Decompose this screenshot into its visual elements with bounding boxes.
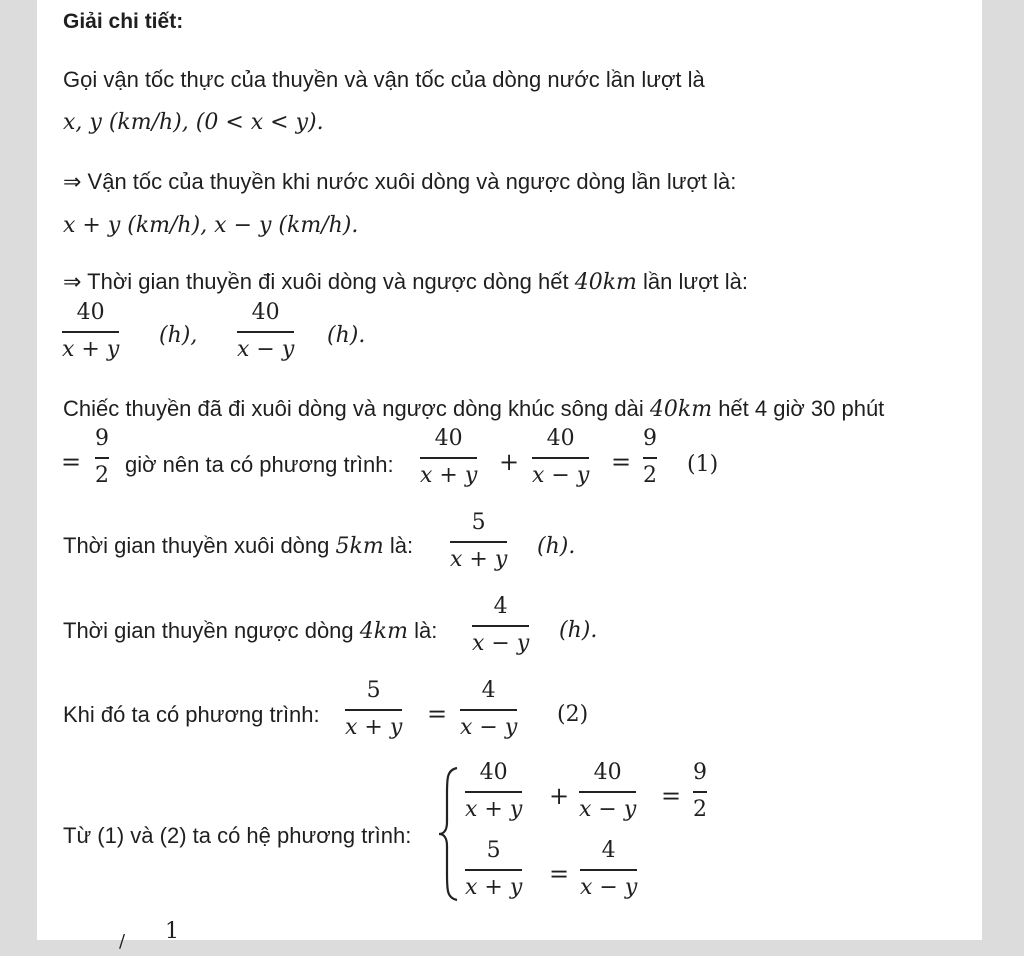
fraction-denominator: x + y: [450, 546, 508, 572]
para-4-d: giờ nên ta có phương trình:: [125, 452, 394, 477]
unit-hours-3: (h).: [537, 534, 576, 559]
fraction-numerator: 5: [486, 838, 501, 863]
math-vars-text: x, y (km/h), (0 < x < y).: [63, 110, 324, 135]
plus-sign: +: [549, 782, 570, 810]
eq1-fraction-a: [420, 426, 477, 489]
section-title: Giải chi tiết:: [63, 10, 184, 33]
left-brace-icon: [437, 764, 463, 904]
fraction-numerator: 40: [546, 426, 575, 451]
cutoff-numeral: 1: [165, 919, 179, 944]
math-vars: [63, 108, 324, 137]
equation-label-2: (2): [557, 702, 589, 727]
equals-sign: =: [427, 700, 448, 728]
fraction-numerator: 40: [76, 300, 105, 325]
fraction-numerator: 40: [251, 300, 280, 325]
fraction-denominator: x + y: [62, 336, 120, 362]
para-6: [63, 617, 437, 646]
fraction-numerator: 9: [95, 426, 109, 451]
para-3-a: ⇒ Thời gian thuyền đi xuôi dòng và ngược dòng hết: [63, 269, 575, 294]
fraction-downstream-5km: [450, 510, 507, 573]
para-4-a: Chiếc thuyền đã đi xuôi dòng và ngược dòng khúc sông dài: [63, 396, 650, 421]
fraction-denominator: 2: [643, 462, 657, 488]
solution-card: [37, 0, 982, 952]
para-8: Từ (1) và (2) ta có hệ phương trình:: [63, 823, 412, 848]
system-fraction-c: [693, 760, 707, 823]
equals-sign: =: [611, 448, 632, 476]
para-4-c: hết 4 giờ 30 phút: [712, 396, 885, 421]
cutoff-mark: /: [119, 931, 126, 952]
equation-label-1: (1): [687, 452, 719, 477]
eq2-fraction-a: [345, 678, 402, 741]
fraction-nine-halves: [95, 426, 109, 489]
system-fraction-b: [579, 760, 636, 823]
system-fraction-e: [580, 838, 637, 901]
para-2: ⇒ Vận tốc của thuyền khi nước xuôi dòng và ngược dòng lần lượt là:: [63, 169, 737, 194]
para-4: [63, 395, 884, 424]
math-speeds: [63, 211, 358, 240]
fraction-numerator: 5: [366, 678, 381, 703]
para-6-distance: 4km: [359, 619, 408, 644]
para-5: [63, 532, 413, 561]
eq1-fraction-c: [643, 426, 657, 489]
fraction-denominator: 2: [693, 796, 707, 822]
unit-hours-2: (h).: [327, 323, 366, 348]
para-4-distance: 40km: [649, 397, 713, 422]
math-speeds-text: x + y (km/h), x − y (km/h).: [63, 213, 359, 238]
fraction-denominator: x − y: [532, 462, 590, 488]
system-fraction-d: [465, 838, 522, 901]
fraction-denominator: x − y: [237, 336, 295, 362]
fraction-numerator: 9: [643, 426, 657, 451]
fraction-numerator: 40: [479, 760, 508, 785]
fraction-numerator: 9: [693, 760, 707, 785]
fraction-numerator: 40: [593, 760, 622, 785]
fraction-numerator: 4: [481, 678, 496, 703]
plus-sign: +: [499, 448, 520, 476]
para-5-distance: 5km: [335, 534, 384, 559]
para-6-c: là:: [407, 618, 438, 643]
eq1-fraction-b: [532, 426, 589, 489]
fraction-upstream-time: [237, 300, 294, 363]
para-1: Gọi vận tốc thực của thuyền và vận tốc của dòng nước lần lượt là: [63, 67, 705, 92]
fraction-downstream-time: [62, 300, 119, 363]
system-fraction-a: [465, 760, 522, 823]
para-3-distance: 40km: [574, 270, 637, 295]
fraction-numerator: 5: [471, 510, 486, 535]
fraction-numerator: 4: [493, 594, 508, 619]
para-3-c: lần lượt là:: [636, 269, 748, 294]
para-6-a: Thời gian thuyền ngược dòng: [63, 618, 360, 643]
fraction-denominator: x + y: [420, 462, 478, 488]
fraction-denominator: x − y: [580, 874, 638, 900]
fraction-denominator: x − y: [472, 630, 530, 656]
fraction-denominator: x − y: [460, 714, 518, 740]
unit-hours-4: (h).: [559, 618, 598, 643]
fraction-denominator: x + y: [465, 874, 523, 900]
fraction-denominator: 2: [95, 462, 109, 488]
equals-sign: =: [61, 448, 82, 476]
para-3: [63, 268, 748, 297]
para-5-c: là:: [383, 533, 414, 558]
para-7: Khi đó ta có phương trình:: [63, 702, 320, 727]
fraction-denominator: x − y: [579, 796, 637, 822]
fraction-denominator: x + y: [345, 714, 403, 740]
eq2-fraction-b: [460, 678, 517, 741]
fraction-denominator: x + y: [465, 796, 523, 822]
equals-sign: =: [661, 782, 682, 810]
unit-hours-1: (h),: [159, 323, 198, 348]
para-5-a: Thời gian thuyền xuôi dòng: [63, 533, 336, 558]
fraction-numerator: 4: [601, 838, 616, 863]
fraction-numerator: 40: [434, 426, 463, 451]
equals-sign: =: [549, 860, 570, 888]
fraction-upstream-4km: [472, 594, 529, 657]
